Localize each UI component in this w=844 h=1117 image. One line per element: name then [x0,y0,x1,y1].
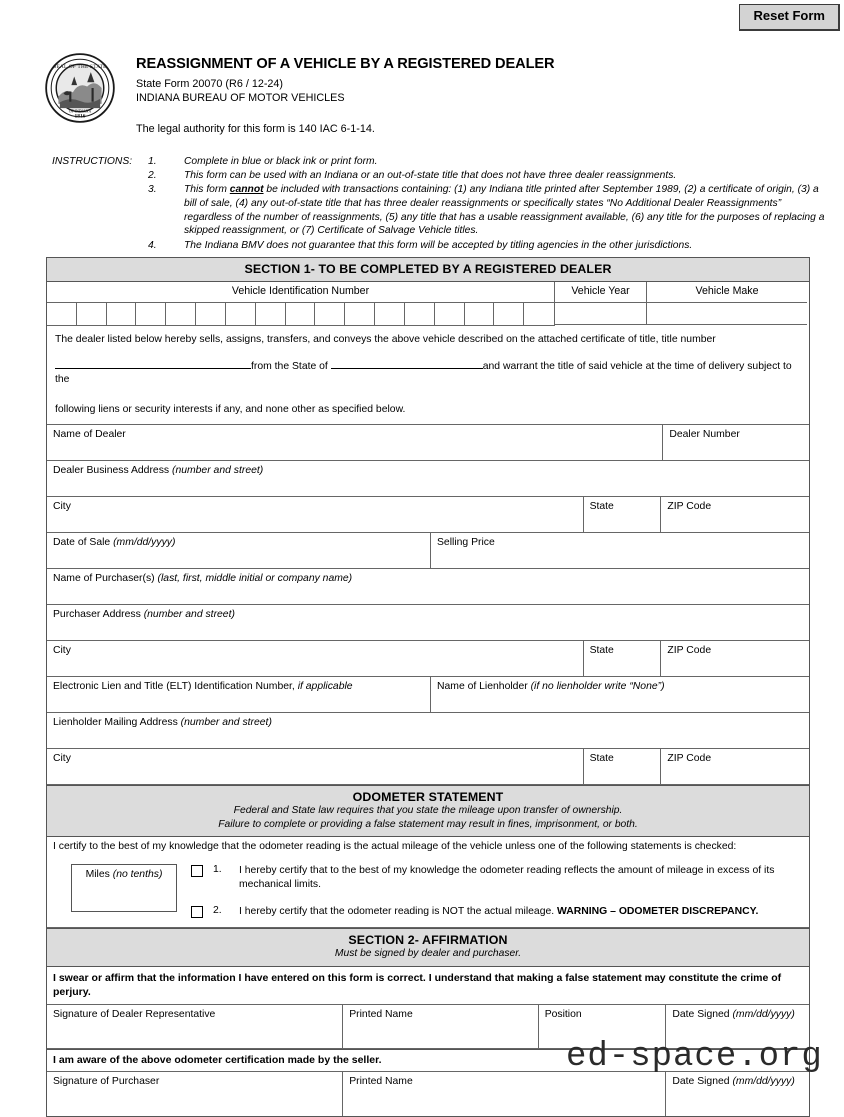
vehicle-input-row [47,303,809,326]
name-of-dealer-label: Name of Dealer [53,429,126,441]
vin-column-header: Vehicle Identification Number [47,282,555,303]
odometer-item-text [239,905,758,919]
purchaser-address-hint: (number and street) [143,609,235,621]
date-of-sale-hint: (mm/dd/yyyy) [113,537,176,549]
vin-character-box[interactable] [375,303,405,325]
purchaser-date-signed-label: Date Signed [672,1075,730,1087]
dealer-business-address-hint: (number and street) [171,465,264,477]
purchaser-signature-label: Signature of Purchaser [53,1075,160,1087]
odometer-band-sub-1: Federal and State law requires that you state the mileage upon transfer of ownership. [233,805,623,817]
date-of-sale-label: Date of Sale [53,537,111,549]
elt-number-cell[interactable] [47,677,431,713]
odometer-not-actual-mileage-checkbox[interactable] [191,906,203,918]
name-of-purchasers-cell[interactable] [47,569,809,605]
form-header [44,50,804,135]
selling-price-cell[interactable] [431,533,809,569]
vin-character-box[interactable] [494,303,524,325]
odometer-excess-mileage-checkbox[interactable] [191,865,203,877]
svg-text:OF INDIANA: OF INDIANA [68,109,92,114]
date-of-sale-cell[interactable] [47,533,431,569]
dealer-name-row [47,425,809,461]
section2-band [47,928,809,966]
lienholder-mailing-address-label: Lienholder Mailing Address [53,717,178,729]
vehicle-make-header: Vehicle Make [647,282,807,303]
instruction-text: This form can be used with an Indiana or an out-of-state title that does not have three dealer reassignments. [184,170,677,182]
vin-character-box[interactable] [315,303,345,325]
lienholder-state-label: State [589,753,614,765]
lienholder-zip-cell[interactable] [661,749,809,785]
vin-character-box[interactable] [136,303,166,325]
declaration-line-3: following liens or security interests if any, and none other as specified below. [55,403,406,415]
dealer-position-label: Position [544,1008,582,1020]
lienholder-mailing-address-cell[interactable] [47,713,809,749]
affirmation-statement: I swear or affirm that the information I have entered on this form is correct. I understand that making a false statement may constitute the crime of perjury. [47,967,809,1005]
purchaser-date-signed-cell[interactable] [666,1072,809,1116]
dealer-printed-name-cell[interactable] [343,1005,538,1049]
name-of-lienholder-cell[interactable] [431,677,809,713]
lienholder-city-cell[interactable] [47,749,584,785]
instruction-text: The Indiana BMV does not guarantee that this form will be accepted by titling agencies in the other jurisdictions. [184,239,693,251]
vin-character-box[interactable] [256,303,286,325]
section2-band-title: SECTION 2- AFFIRMATION [348,933,508,948]
dealer-city-cell[interactable] [47,497,584,533]
declaration-warrant-label: and warrant the title of said vehicle at the time of delivery subject to the [55,360,792,386]
vin-character-box[interactable] [107,303,137,325]
name-of-lienholder-hint: (if no lienholder write “None”) [530,681,665,693]
purchaser-address-label: Purchaser Address [53,609,141,621]
dealer-date-signed-label: Date Signed [672,1008,730,1020]
purchaser-printed-name-label: Printed Name [349,1075,413,1087]
odometer-item-text: I hereby certify that to the best of my knowledge the odometer reading reflects the amount of mileage in excess of its mechanical limits. [239,865,775,891]
instruction-number: 1. [148,156,157,167]
instruction-item [148,155,832,169]
purchaser-name-row [47,569,809,605]
purchaser-signature-cell[interactable] [47,1072,343,1116]
indiana-state-seal-icon [44,50,116,126]
odometer-discrepancy-warning: WARNING – ODOMETER DISCREPANCY. [557,906,759,918]
purchaser-zip-label: ZIP Code [667,645,712,657]
odometer-band-title: ODOMETER STATEMENT [352,790,504,805]
vin-character-box[interactable] [77,303,107,325]
odometer-item-number: 1. [213,864,222,876]
instruction-text: This form cannot be included with transactions containing: (1) any Indiana title printed after September 1989, (2) a certificate of origin, (3) a bill of sale, (4) any out-of-state title that has three dealer reassignments or specifically states “No Additional Dealer Reassignments” regardless of the number of reassignments, (5) any title that has a usable reassignment available, (6) any title for the purposes of replacing a skipped reassignment, or (7) Certificate of Salvage Vehicle titles. [184,184,825,237]
vin-character-box[interactable] [196,303,226,325]
miles-input-box[interactable] [71,864,177,912]
odometer-certify-text: I certify to the best of my knowledge that the odometer reading is the actual mileage of the vehicle unless one of the following statements is checked: [53,841,737,853]
vin-boxes-group [47,303,555,326]
instruction-item [148,183,832,238]
purchaser-city-cell[interactable] [47,641,584,677]
purchaser-acknowledgement: I am aware of the above odometer certification made by the seller. [47,1049,809,1072]
purchaser-address-cell[interactable] [47,605,809,641]
lienholder-state-cell[interactable] [584,749,662,785]
dealer-city-state-zip-row [47,497,809,533]
elt-number-hint: if applicable [297,681,353,693]
purchaser-date-signed-hint: (mm/dd/yyyy) [732,1075,795,1087]
instructions-list [148,155,832,252]
instruction-item [148,169,832,183]
dealer-number-label: Dealer Number [669,429,740,441]
dealer-business-address-label: Dealer Business Address [53,465,170,477]
lienholder-zip-label: ZIP Code [667,753,712,765]
dealer-zip-label: ZIP Code [667,501,712,513]
odometer-body [47,837,809,928]
purchaser-zip-cell[interactable] [661,641,809,677]
title-number-input[interactable] [55,368,251,369]
dealer-declaration [47,326,809,425]
instruction-number: 4. [148,239,157,251]
dealer-address-row [47,461,809,497]
vin-character-box[interactable] [465,303,495,325]
odometer-item-number: 2. [213,905,222,917]
vin-character-box[interactable] [47,303,77,325]
instructions-label: INSTRUCTIONS: [52,156,133,167]
site-watermark: ed-space.org [566,1038,823,1076]
instruction-number: 2. [148,170,157,182]
vehicle-year-header: Vehicle Year [555,282,647,303]
purchaser-state-label: State [589,645,614,657]
dealer-number-cell[interactable] [663,425,809,461]
dealer-city-label: City [53,501,71,513]
legal-authority: The legal authority for this form is 140 IAC 6-1-14. [136,123,375,136]
purchaser-signature-row [47,1072,809,1116]
miles-hint: (no tenths) [112,869,163,881]
selling-price-label: Selling Price [437,537,495,549]
page-title: REASSIGNMENT OF A VEHICLE BY A REGISTERED DEALER [136,56,555,72]
reset-form-button[interactable]: Reset Form [739,4,840,31]
odometer-statement-item [191,864,803,892]
purchaser-printed-name-cell[interactable] [343,1072,666,1116]
reset-form-toolbar [739,4,840,31]
dealer-state-cell[interactable] [584,497,662,533]
reassignment-form-table [46,257,810,1117]
declaration-from-state-label: from the State of [251,360,328,372]
instruction-item [148,239,832,253]
odometer-band-sub-2: Failure to complete or providing a false statement may result in fines, imprisonment, or both. [218,818,638,830]
name-of-purchasers-hint: (last, first, middle initial or company name) [157,573,353,585]
vehicle-header-row [47,282,809,303]
elt-number-label: Electronic Lien and Title (ELT) Identification Number, [53,681,295,693]
dealer-signature-label: Signature of Dealer Representative [53,1008,216,1020]
dealer-zip-cell[interactable] [661,497,809,533]
state-form-number: State Form 20070 (R6 / 12-24) [136,77,284,90]
vin-character-box[interactable] [405,303,435,325]
vin-character-box[interactable] [435,303,465,325]
odometer-item-main-text: I hereby certify that the odometer reading is NOT the actual mileage. [239,906,555,918]
dealer-printed-name-label: Printed Name [349,1008,413,1020]
dealer-state-label: State [589,501,614,513]
svg-text:SEAL OF THE STATE: SEAL OF THE STATE [53,63,107,70]
instructions-block [52,155,832,253]
purchaser-city-state-zip-row [47,641,809,677]
name-of-purchasers-label: Name of Purchaser(s) [53,573,155,585]
dealer-date-signed-hint: (mm/dd/yyyy) [732,1008,795,1020]
dealer-business-address-cell[interactable] [47,461,809,497]
lienholder-mailing-address-hint: (number and street) [180,717,272,729]
vin-character-box[interactable] [226,303,256,325]
declaration-line-1: The dealer listed below hereby sells, assigns, transfers, and conveys the above vehicle described on the attached certificate of title, title number [55,334,716,346]
purchaser-city-label: City [53,645,71,657]
odometer-band [47,785,809,837]
vin-character-box[interactable] [345,303,375,325]
odometer-statement-item [191,905,803,919]
lienholder-city-state-zip-row [47,749,809,785]
dealer-signature-cell[interactable] [47,1005,343,1049]
vin-character-box[interactable] [166,303,196,325]
title-state-input[interactable] [331,368,483,369]
purchaser-address-row [47,605,809,641]
vin-character-box[interactable] [524,303,554,325]
name-of-lienholder-label: Name of Lienholder [437,681,528,693]
vehicle-make-field[interactable] [647,303,807,325]
section2-band-sub: Must be signed by dealer and purchaser. [334,948,522,960]
instruction-text: Complete in blue or black ink or print form. [184,156,378,167]
svg-text:1816: 1816 [74,113,86,120]
purchaser-state-cell[interactable] [584,641,662,677]
name-of-dealer-cell[interactable] [47,425,663,461]
lienholder-city-label: City [53,753,71,765]
elt-lienholder-row [47,677,809,713]
miles-label: Miles [85,869,110,881]
instruction-number: 3. [148,184,157,196]
declaration-line-2 [55,360,801,387]
lienholder-address-row [47,713,809,749]
sale-row [47,533,809,569]
agency-name: INDIANA BUREAU OF MOTOR VEHICLES [136,91,345,104]
section1-band-title: SECTION 1- TO BE COMPLETED BY A REGISTERED DEALER [47,258,809,282]
vin-character-box[interactable] [286,303,316,325]
vehicle-year-field[interactable] [555,303,647,325]
